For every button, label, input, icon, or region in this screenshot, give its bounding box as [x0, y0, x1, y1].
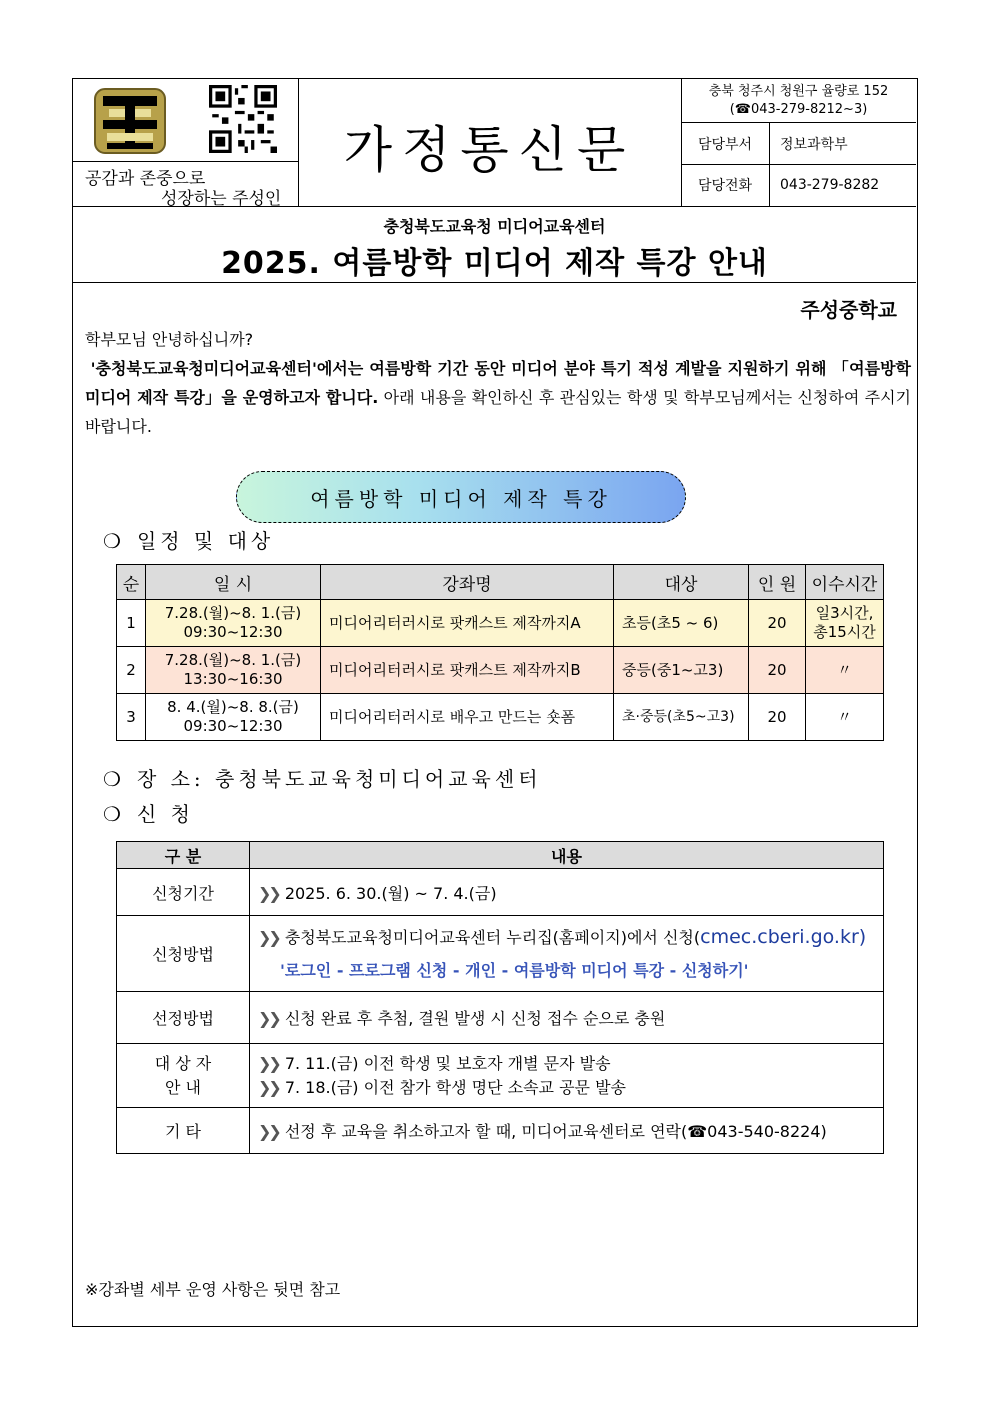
col-header-date: 일 시 — [146, 565, 321, 600]
double-arrow-icon: ❯❯ — [258, 883, 279, 903]
event-banner: 여름방학 미디어 제작 특강 — [236, 471, 686, 523]
double-arrow-icon: ❯❯ — [258, 927, 279, 947]
etc-text: 선정 후 교육을 취소하고자 할 때, 미디어교육센터로 연락(☎043-540-8224) — [284, 1122, 827, 1141]
body-normal-text: 아래 내용을 확인하신 후 관심있는 학생 및 학부모님께서는 신청하여 주시기 바랍니다. — [85, 388, 912, 436]
circle-bullet-icon: ❍ — [103, 802, 125, 826]
table-row — [117, 992, 884, 1044]
table-header-row — [117, 842, 884, 869]
address-text: 충북 청주시 청원구 율량로 152 — [708, 84, 889, 99]
table-row — [117, 869, 884, 916]
cell-target: 중등(중1~고3) — [614, 647, 749, 694]
organization-name: 충청북도교육청 미디어교육센터 — [383, 217, 606, 236]
cell-hours: 〃 — [806, 694, 884, 741]
cell-date — [146, 694, 321, 741]
etc-label: 기 타 — [117, 1108, 250, 1154]
cell-course: 미디어리터러시로 배우고 만드는 숏폼 — [321, 694, 614, 741]
date-range: 7.28.(월)~8. 1.(금) — [164, 651, 302, 669]
cell-hours — [806, 600, 884, 647]
etc-value — [250, 1108, 884, 1154]
notice-line-1 — [258, 1052, 883, 1076]
select-value — [250, 992, 884, 1044]
cell-count: 20 — [749, 694, 806, 741]
cell-no: 1 — [117, 600, 146, 647]
section-schedule — [103, 525, 274, 554]
cell-course: 미디어리터러시로 팟캐스트 제작까지B — [321, 647, 614, 694]
school-logo-area — [73, 79, 299, 209]
col-header-content: 내용 — [250, 842, 884, 869]
motto-line-2: 성장하는 주성인 — [161, 189, 282, 209]
date-range: 7.28.(월)~8. 1.(금) — [164, 604, 302, 622]
notice-label-line-2: 안 내 — [165, 1077, 201, 1097]
table-row — [117, 647, 884, 694]
col-header-target: 대상 — [614, 565, 749, 600]
document-title: 2025. 여름방학 미디어 제작 특강 안내 — [221, 246, 768, 281]
motto-line-1: 공감과 존중으로 — [85, 169, 206, 189]
method-close: ) — [858, 925, 867, 948]
col-header-no: 순 — [117, 565, 146, 600]
section-schedule-label: 일정 및 대상 — [136, 529, 275, 553]
col-header-count: 인 원 — [749, 565, 806, 600]
select-label: 선정방법 — [117, 992, 250, 1044]
title-area — [298, 79, 682, 206]
school-motto — [73, 161, 298, 209]
body-paragraph — [85, 354, 911, 441]
school-emblem-icon — [93, 87, 167, 155]
time-range: 09:30~12:30 — [183, 623, 283, 641]
table-row — [117, 1044, 884, 1108]
cell-count: 20 — [749, 600, 806, 647]
double-arrow-icon: ❯❯ — [258, 1122, 279, 1141]
greeting: 학부모님 안녕하십니까? — [85, 330, 254, 349]
cell-hours: 〃 — [806, 647, 884, 694]
cell-date — [146, 647, 321, 694]
cell-target: 초등(초5 ~ 6) — [614, 600, 749, 647]
time-range: 09:30~12:30 — [183, 717, 283, 735]
table-row — [117, 694, 884, 741]
notice-label — [117, 1044, 250, 1108]
cell-no: 3 — [117, 694, 146, 741]
phone-row — [681, 164, 916, 206]
period-label: 신청기간 — [117, 869, 250, 916]
notice-line-2 — [258, 1076, 883, 1100]
select-text: 신청 완료 후 추첨, 결원 발생 시 신청 접수 순으로 충원 — [284, 1009, 666, 1028]
contact-info — [681, 79, 916, 206]
double-arrow-icon: ❯❯ — [258, 1077, 279, 1097]
circle-bullet-icon: ❍ — [103, 767, 125, 791]
time-range: 13:30~16:30 — [183, 670, 283, 688]
table-header-row — [117, 565, 884, 600]
qr-code-icon[interactable] — [209, 85, 277, 153]
col-header-hours: 이수시간 — [806, 565, 884, 600]
phone-label: 담당전화 — [681, 164, 770, 206]
department-value: 정보과학부 — [780, 136, 848, 153]
col-header-category: 구 분 — [117, 842, 250, 869]
schedule-table — [116, 564, 884, 741]
method-text: 충청북도교육청미디어교육센터 누리집(홈페이지)에서 신청( — [284, 927, 701, 947]
letter-header — [73, 79, 916, 207]
col-header-course: 강좌명 — [321, 565, 614, 600]
hours-line-1: 일3시간, — [815, 604, 874, 622]
method-value — [250, 916, 884, 992]
method-label: 신청방법 — [117, 916, 250, 992]
section-place-label: 장 소: 충청북도교육청미디어교육센터 — [136, 767, 542, 791]
period-text: 2025. 6. 30.(월) ~ 7. 4.(금) — [284, 883, 497, 903]
period-value — [250, 869, 884, 916]
method-line — [258, 921, 883, 954]
table-row — [117, 1108, 884, 1154]
date-range: 8. 4.(월)~8. 8.(금) — [167, 698, 299, 716]
body-bold-text: '충청북도교육청미디어교육센터'에서는 여름방학 기간 동안 미디어 분야 특기 적성 계발을 지원하기 위해 「여름방학 미디어 제작 특강」을 운영하고자 합니다. — [85, 359, 911, 407]
table-row — [117, 600, 884, 647]
notice-value — [250, 1044, 884, 1108]
section-apply-label: 신 청 — [136, 802, 194, 826]
school-name: 주성중학교 — [800, 298, 897, 322]
notice-label-line-1: 대 상 자 — [154, 1053, 212, 1073]
method-path: '로그인 - 프로그램 신청 - 개인 - 여름방학 미디어 특강 - 신청하기' — [280, 960, 749, 980]
notice-text-1: 7. 11.(금) 이전 학생 및 보호자 개별 문자 발송 — [284, 1053, 611, 1073]
section-apply — [103, 798, 194, 827]
subtitle-area — [73, 206, 916, 283]
hours-line-2: 총15시간 — [813, 623, 876, 641]
department-row — [681, 123, 916, 165]
phone-value: 043-279-8282 — [780, 177, 880, 193]
double-arrow-icon: ❯❯ — [258, 1009, 279, 1028]
double-arrow-icon: ❯❯ — [258, 1053, 279, 1073]
page-title: 가정통신문 — [343, 120, 636, 179]
notice-text-2: 7. 18.(금) 이전 참가 학생 명단 소속교 공문 발송 — [284, 1077, 626, 1097]
section-place — [103, 763, 542, 792]
school-phone: (☎043-279-8212~3) — [729, 102, 868, 117]
department-label: 담당부서 — [681, 123, 770, 164]
cell-date — [146, 600, 321, 647]
circle-bullet-icon: ❍ — [103, 529, 125, 553]
application-table — [116, 841, 884, 1154]
document-frame — [72, 78, 918, 1327]
footnote: ※강좌별 세부 운영 사항은 뒷면 참고 — [85, 1280, 341, 1299]
cell-count: 20 — [749, 647, 806, 694]
cell-course: 미디어리터러시로 팟캐스트 제작까지A — [321, 600, 614, 647]
cell-target: 초·중등(초5~고3) — [614, 694, 749, 741]
table-row — [117, 916, 884, 992]
cell-no: 2 — [117, 647, 146, 694]
school-address — [681, 79, 916, 123]
website-link[interactable]: cmec.cberi.go.kr — [700, 925, 859, 948]
